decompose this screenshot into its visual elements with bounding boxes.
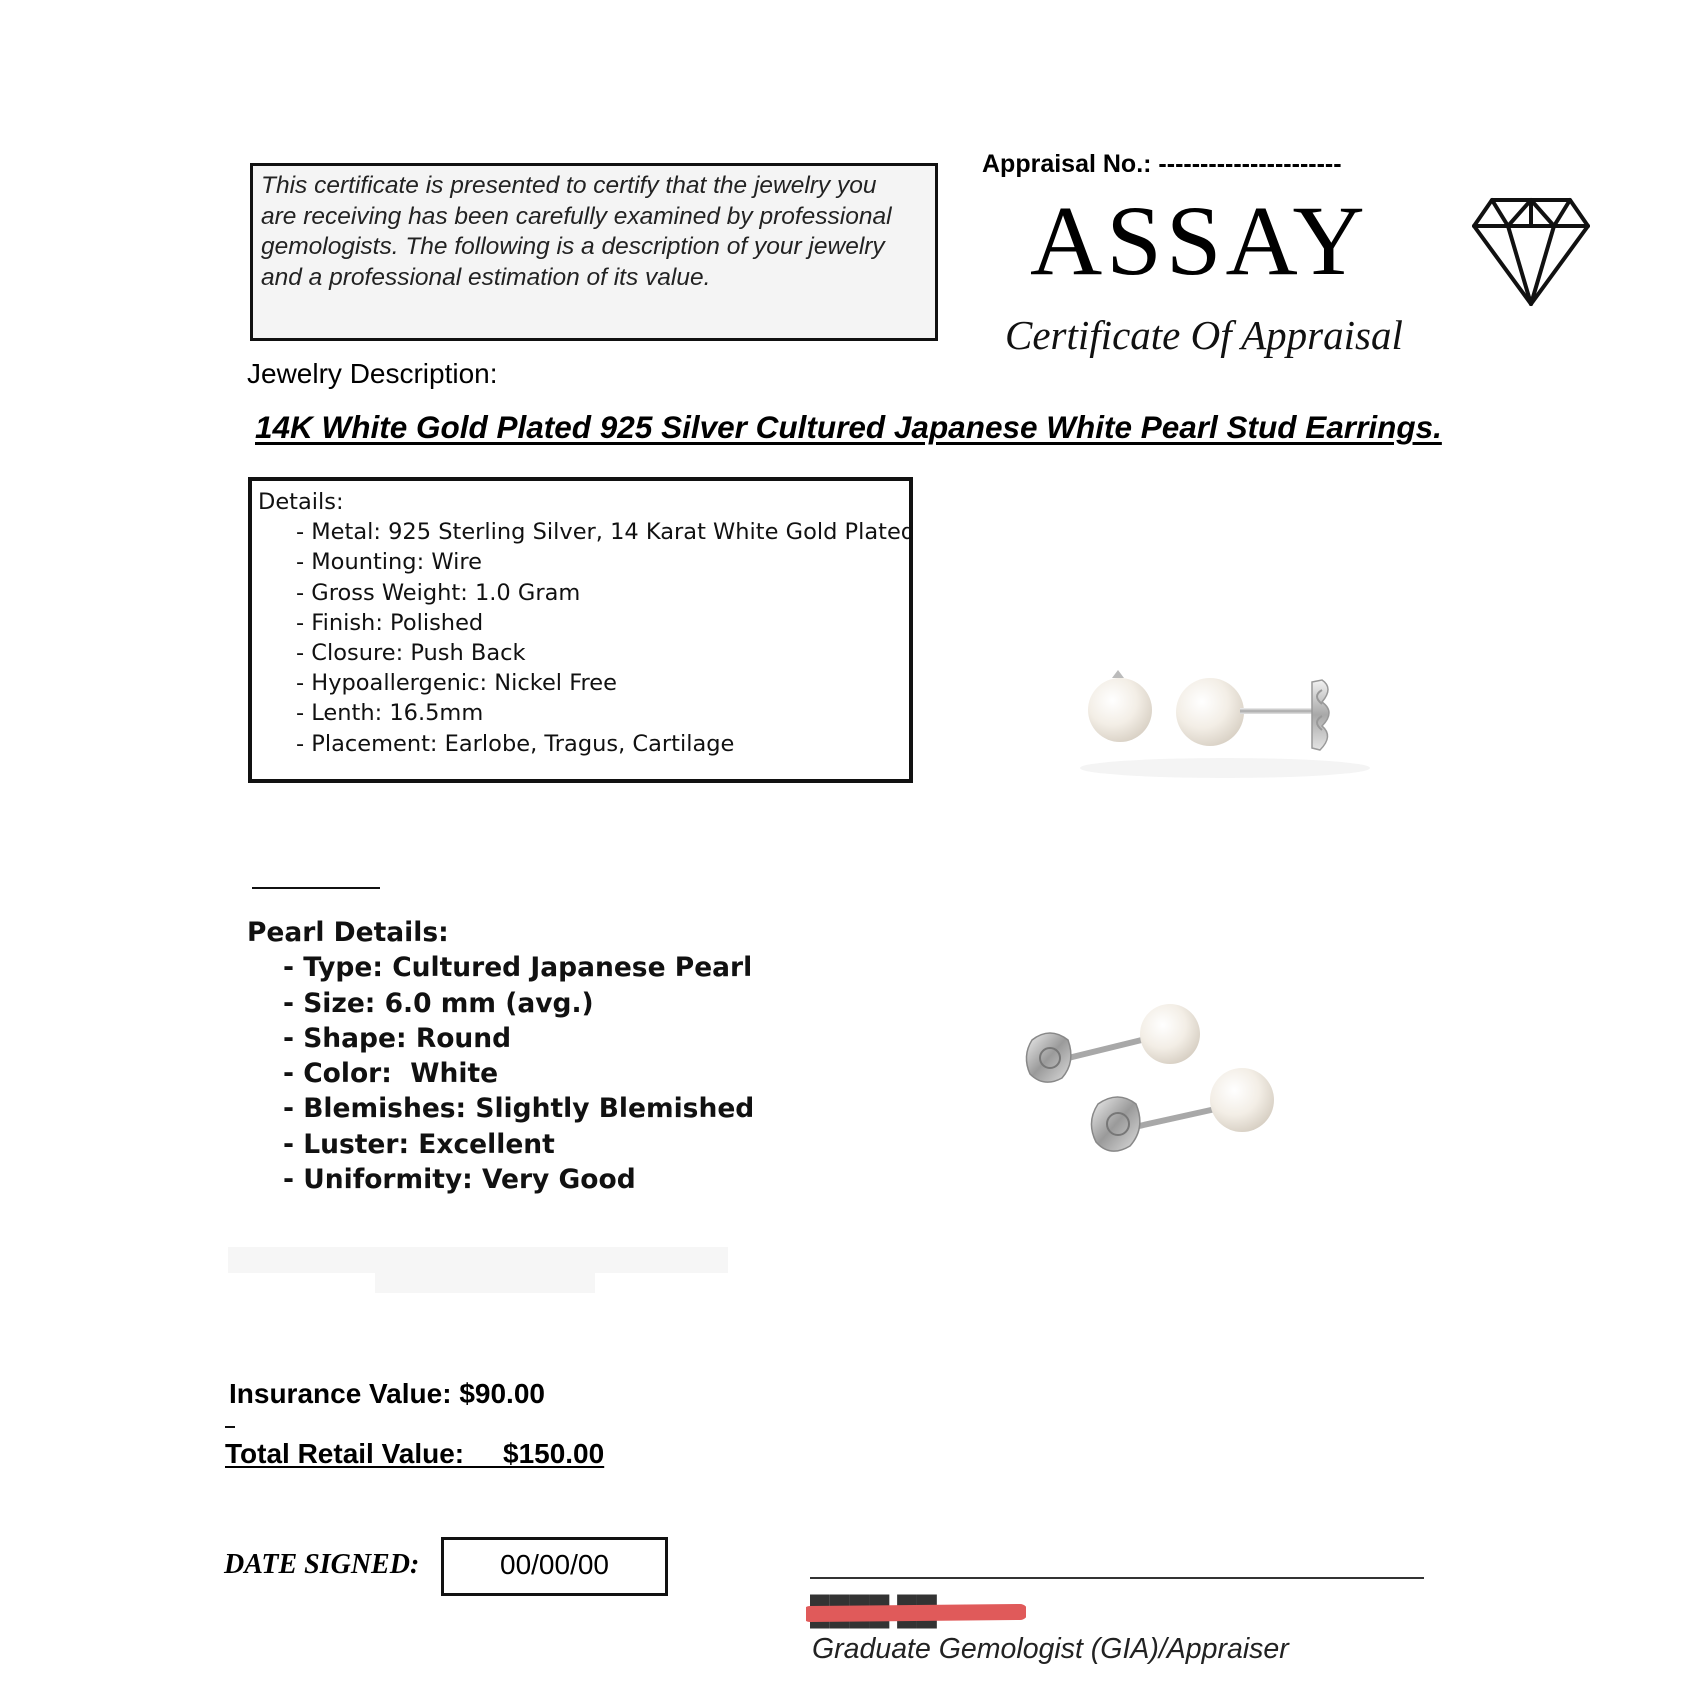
certificate-intro-box [250,163,938,341]
brand-title: ASSAY [1030,185,1369,296]
detail-item: - Hypoallergenic: Nickel Free [296,670,617,697]
appraisal-number: Appraisal No.: ---------------------- [982,150,1342,178]
details-heading: Details: [258,489,344,515]
redacted-signature [806,1590,1026,1630]
pearl-detail-item: - Color: White [283,1058,499,1090]
signature-line [810,1577,1424,1579]
detail-item: - Gross Weight: 1.0 Gram [296,579,581,606]
pearl-details [247,915,754,1197]
jewelry-description-label: Jewelry Description: [247,358,498,389]
earring-photo-side [1010,1000,1310,1190]
pearl-detail-item: - Luster: Excellent [283,1128,555,1160]
detail-item: - Metal: 925 Sterling Silver, 14 Karat White Gold Plated [296,519,916,546]
pearl-details-heading: Pearl Details: [247,917,449,948]
pearl-detail-item: - Type: Cultured Japanese Pearl [283,952,753,984]
total-retail-value: Total Retail Value: $150.00 [225,1438,605,1469]
detail-item: - Finish: Polished [296,609,484,636]
intro-line: gemologists. The following is a description of your jewelry [261,233,885,260]
insurance-value: Insurance Value: $90.00 [229,1378,545,1409]
detail-item: - Closure: Push Back [296,640,526,667]
certificate-subtitle: Certificate Of Appraisal [1005,312,1403,358]
faded-area [228,1247,728,1273]
date-signed-field: 00/00/00 [441,1537,668,1596]
diamond-icon [1470,196,1592,308]
detail-item: - Lenth: 16.5mm [296,700,484,727]
jewelry-title: 14K White Gold Plated 925 Silver Cultured Japanese White Pearl Stud Earrings. [255,409,1442,445]
pearl-detail-item: - Uniformity: Very Good [283,1164,636,1196]
earring-photo-front [1060,650,1390,810]
divider [252,887,380,889]
pearl-detail-item: - Size: 6.0 mm (avg.) [283,987,594,1019]
details-box [248,477,916,783]
date-signed-label: DATE SIGNED: [224,1549,420,1580]
intro-line: This certificate is presented to certify that the jewelry you [261,172,877,199]
intro-line: and a professional estimation of its value. [261,263,711,291]
pearl-detail-item: - Blemishes: Slightly Blemished [283,1093,755,1125]
dash-mark [225,1426,235,1428]
detail-item: - Mounting: Wire [296,549,482,576]
intro-line: are receiving has been carefully examined by professional [261,202,892,230]
detail-item: - Placement: Earlobe, Tragus, Cartilage [296,730,735,757]
faded-area [375,1273,595,1293]
appraiser-title: Graduate Gemologist (GIA)/Appraiser [812,1633,1289,1665]
pearl-detail-item: - Shape: Round [283,1022,512,1054]
